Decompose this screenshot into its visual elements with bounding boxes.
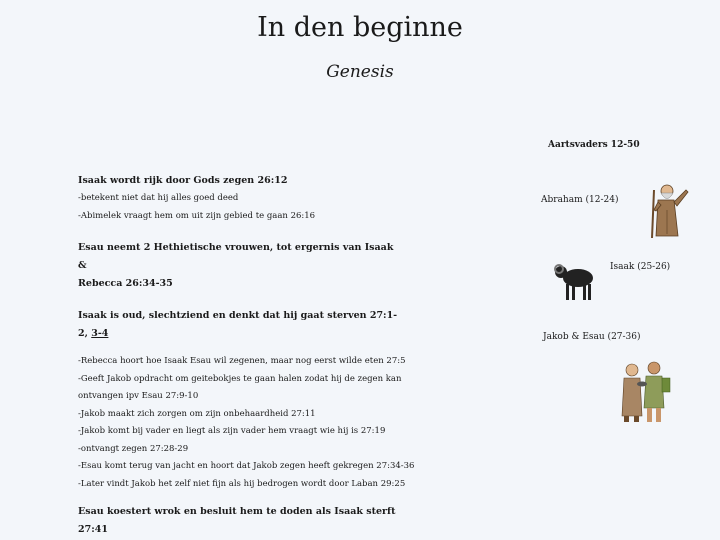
aside-item-abraham: Abraham (12-24) <box>541 195 619 205</box>
main-content <box>78 172 415 539</box>
section-heading-2-line-2: Rebecca 26:34-35 <box>78 278 173 289</box>
list-item: -ontvangt zegen 27:28-29 <box>78 443 189 454</box>
list-item: -Jakob komt bij vader en liegt als zijn vader hem vraagt wie hij is 27:19 <box>78 426 386 436</box>
list-item: -Abimelek vraagt hem om uit zijn gebied te gaan 26:16 <box>78 210 316 221</box>
aside-title: Aartsvaders 12-50 <box>548 140 640 150</box>
jakob-esau-icon <box>614 358 674 424</box>
section-heading-2-line-1: Esau neemt 2 Hethietische vrouwen, tot ergernis van Isaak & <box>78 242 394 271</box>
section-heading-1: Isaak wordt rijk door Gods zegen 26:12 <box>78 175 288 186</box>
list-item: ontvangen ipv Esau 27:9-10 <box>78 391 199 401</box>
list-item: -Rebecca hoort hoe Isaak Esau wil zegenen, maar nog eerst wilde eten 27:5 <box>78 356 406 366</box>
aside-item-jakob-esau: Jakob & Esau (27-36) <box>543 332 641 342</box>
ram-icon <box>552 260 598 304</box>
list-item: -betekent niet dat hij alles goed deed <box>78 193 239 203</box>
section-heading-3-ref: 3-4 <box>91 328 109 339</box>
list-item: -Jakob maakt zich zorgen om zijn onbehaardheid 27:11 <box>78 408 316 419</box>
list-item: -Geeft Jakob opdracht om geitebokjes te gaan halen zodat hij de zegen kan <box>78 373 402 384</box>
page-title: In den beginne <box>257 12 463 43</box>
section-heading-4: Esau koestert wrok en besluit hem te doden als Isaak sterft 27:41 <box>78 506 396 535</box>
section-heading-3 <box>78 307 398 343</box>
aside-item-isaak: Isaak (25-26) <box>610 262 671 272</box>
section-heading-3-text: Isaak is oud, slechtziend en denkt dat hij gaat sterven 27:1-2, <box>78 310 398 339</box>
list-item: -Later vindt Jakob het zelf niet fijn als hij bedrogen wordt door Laban 29:25 <box>78 478 406 489</box>
abraham-icon <box>644 176 690 240</box>
list-item: -Esau komt terug van jacht en hoort dat Jakob zegen heeft gekregen 27:34-36 <box>78 461 415 471</box>
page-subtitle: Genesis <box>326 62 394 82</box>
